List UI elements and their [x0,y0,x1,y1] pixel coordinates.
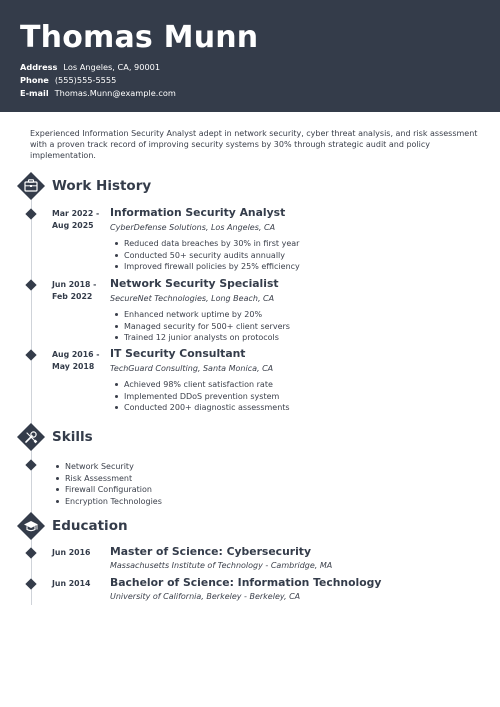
skill-item: Risk Assessment [52,473,302,485]
job-company: TechGuard Consulting, Santa Monica, CA [110,364,274,373]
skill-item: Encryption Technologies [52,496,302,508]
school-name: Massachusetts Institute of Technology - Cambridge, MA [110,561,333,570]
date-end: Feb 2022 [52,292,93,301]
bullet-item: Conducted 50+ security audits annually [110,250,490,262]
date-start: Mar 2022 - [52,209,100,218]
education-entry [110,545,490,571]
contact-phone [20,74,116,86]
contact-address [20,61,160,73]
bullet-item: Improved firewall policies by 25% efficiency [110,261,490,273]
timeline-line [31,185,32,605]
date-end: Aug 2025 [52,221,94,230]
skills-list [52,461,302,507]
bullet-item: Managed security for 500+ client servers [110,321,490,333]
timeline-marker [25,578,36,589]
job-bullets [110,309,490,344]
degree-title: Bachelor of Science: Information Technology [110,576,382,589]
briefcase-icon [16,171,46,201]
bullet-item: Enhanced network uptime by 20% [110,309,490,321]
education-date: Jun 2014 [52,579,91,588]
skill-item: Firewall Configuration [52,484,302,496]
contact-value: (555)555-5555 [54,75,117,85]
date-end: May 2018 [52,362,95,371]
contact-value: Los Angeles, CA, 90001 [63,62,161,72]
candidate-name: Thomas Munn [20,20,259,55]
job-title: Information Security Analyst [110,206,286,219]
timeline-marker [25,459,36,470]
job-dates [52,208,106,232]
timeline-marker [25,349,36,360]
job-company: CyberDefense Solutions, Los Angeles, CA [110,223,276,232]
contact-value[interactable]: Thomas.Munn@example.com [54,88,176,98]
section-title-work-history: Work History [52,178,152,194]
graduation-cap-icon [16,511,46,541]
job-title: Network Security Specialist [110,277,279,290]
job-title: IT Security Consultant [110,347,246,360]
contact-label: E-mail [20,88,49,98]
job-dates [52,349,106,373]
job-dates [52,279,106,303]
bullet-item: Implemented DDoS prevention system [110,391,490,403]
contact-email [20,87,176,99]
education-entry [110,576,490,602]
timeline-marker [25,279,36,290]
school-name: University of California, Berkeley - Berkeley, CA [110,592,301,601]
job-entry [110,347,490,414]
resume-header [0,0,500,112]
contact-label: Address [20,62,58,72]
professional-summary: Experienced Information Security Analyst adept in network security, cyber threat analysis, and risk assessment with a proven track record of improving security systems by 30% through strategic audit and policy implementation. [30,129,478,160]
skill-item: Network Security [52,461,302,473]
section-title-skills: Skills [52,429,93,445]
education-date: Jun 2016 [52,548,91,557]
job-entry [110,277,490,344]
degree-title: Master of Science: Cybersecurity [110,545,311,558]
job-entry [110,206,490,273]
bullet-item: Trained 12 junior analysts on protocols [110,332,490,344]
timeline-marker [25,547,36,558]
bullet-item: Conducted 200+ diagnostic assessments [110,402,490,414]
bullet-item: Achieved 98% client satisfaction rate [110,379,490,391]
timeline-marker [25,208,36,219]
job-company: SecureNet Technologies, Long Beach, CA [110,294,275,303]
section-title-education: Education [52,518,128,534]
contact-label: Phone [20,75,49,85]
tools-icon [16,422,46,452]
date-start: Aug 2016 - [52,350,100,359]
bullet-item: Reduced data breaches by 30% in first year [110,238,490,250]
job-bullets [110,379,490,414]
job-bullets [110,238,490,273]
date-start: Jun 2018 - [52,280,97,289]
